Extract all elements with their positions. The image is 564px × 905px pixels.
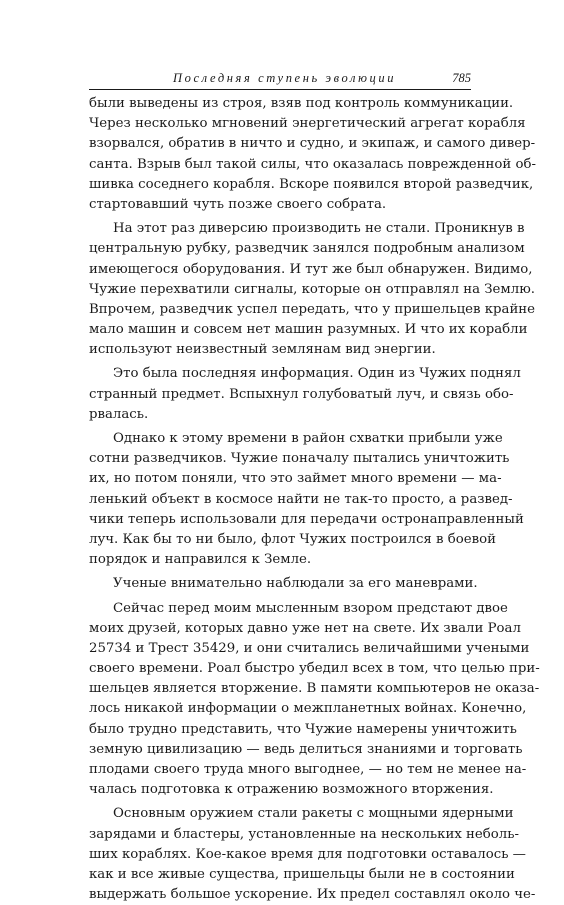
- text-line: плодами своего труда много выгоднее, — но тем не менее на-: [89, 762, 527, 777]
- text-line: своего времени. Роал быстро убедил всех в том, что целью при-: [89, 661, 540, 677]
- text-line: стартовавший чуть позже своего собрата.: [89, 196, 387, 212]
- text-line: На этот раз диверсию производить не стали. Проникнув в: [113, 221, 525, 237]
- text-line: было трудно представить, что Чужие намерены уничтожить: [89, 721, 517, 737]
- paragraph: [89, 804, 536, 905]
- text-line: санта. Взрыв был такой силы, что оказалась поврежденной об-: [89, 156, 536, 172]
- text-line: зарядами и бластеры, установленные на нескольких неболь-: [89, 826, 519, 842]
- text-line: центральную рубку, разведчик занялся подробным анализом: [89, 241, 525, 257]
- text-line: Через несколько мгновений энергетический агрегат корабля: [89, 116, 526, 132]
- paragraph: [89, 219, 536, 360]
- text-line: чалась подготовка к отражению возможного вторжения.: [89, 782, 494, 798]
- paragraph: [89, 599, 540, 801]
- text-line: 25734 и Трест 35429, и они считались величайшими учеными: [89, 640, 530, 656]
- text-line: Однако к этому времени в район схватки прибыли уже: [113, 431, 503, 446]
- text-line: рвалась.: [89, 406, 149, 422]
- text-line: чики теперь использовали для передачи остронаправленный: [89, 511, 524, 527]
- text-line: земную цивилизацию — ведь делиться знаниями и торговать: [89, 741, 523, 757]
- paragraph: [89, 94, 536, 215]
- text-line: Основным оружием стали ракеты с мощными ядерными: [113, 806, 514, 822]
- text-line: шивка соседнего корабля. Вскоре появился второй разведчик,: [89, 176, 534, 192]
- paragraph: [89, 429, 524, 570]
- text-line: выдержать большое ускорение. Их предел составлял около че-: [89, 887, 536, 903]
- text-line: как и все живые существа, пришельцы были не в состоянии: [89, 866, 515, 882]
- text-line: мало машин и совсем нет машин разумных. И что их корабли: [89, 322, 528, 338]
- text-line: Ученые внимательно наблюдали за его маневрами.: [113, 576, 478, 592]
- text-line: взорвался, обратив в ничто и судно, и экипаж, и самого дивер-: [89, 136, 536, 152]
- text-line: лось никакой информации о межпланетных войнах. Конечно,: [89, 701, 527, 717]
- running-header: [89, 70, 471, 90]
- text-line: сотни разведчиков. Чужие поначалу пытались уничтожить: [89, 451, 510, 467]
- text-line: были выведены из строя, взяв под контроль коммуникации.: [89, 96, 514, 111]
- text-line: странный предмет. Вспыхнул голубоватый луч, и связь обо-: [89, 386, 514, 402]
- text-line: шельцев является вторжение. В памяти компьютеров не оказа-: [89, 681, 540, 697]
- text-line: имеющегося оборудования. И тут же был обнаружен. Видимо,: [89, 261, 533, 277]
- text-line: моих друзей, которых давно уже нет на свете. Их звали Роал: [89, 620, 521, 636]
- running-title: Последняя ступень эволюции: [173, 71, 397, 85]
- paragraph: [89, 364, 521, 425]
- header-rule: [89, 89, 471, 90]
- text-line: ленький объект в космосе найти не так-то просто, а развед-: [89, 491, 513, 507]
- text-line: Впрочем, разведчик успел передать, что у пришельцев крайне: [89, 301, 536, 317]
- text-line: Это была последняя информация. Один из Чужих поднял: [113, 366, 521, 382]
- text-line: используют неизвестный землянам вид энергии.: [89, 342, 436, 358]
- text-line: ших кораблях. Кое-какое время для подготовки оставалось —: [89, 846, 526, 862]
- text-line: луч. Как бы то ни было, флот Чужих построился в боевой: [89, 531, 496, 547]
- text-line: их, но потом поняли, что это займет много времени — ма-: [89, 471, 502, 487]
- page-number: 785: [452, 71, 471, 85]
- text-line: порядок и направился к Земле.: [89, 552, 312, 568]
- text-line: Сейчас перед моим мысленным взором предстают двое: [113, 600, 508, 616]
- text-line: Чужие перехватили сигналы, которые он отправлял на Землю.: [89, 281, 536, 297]
- paragraph: [89, 574, 478, 594]
- body-text: [89, 94, 540, 905]
